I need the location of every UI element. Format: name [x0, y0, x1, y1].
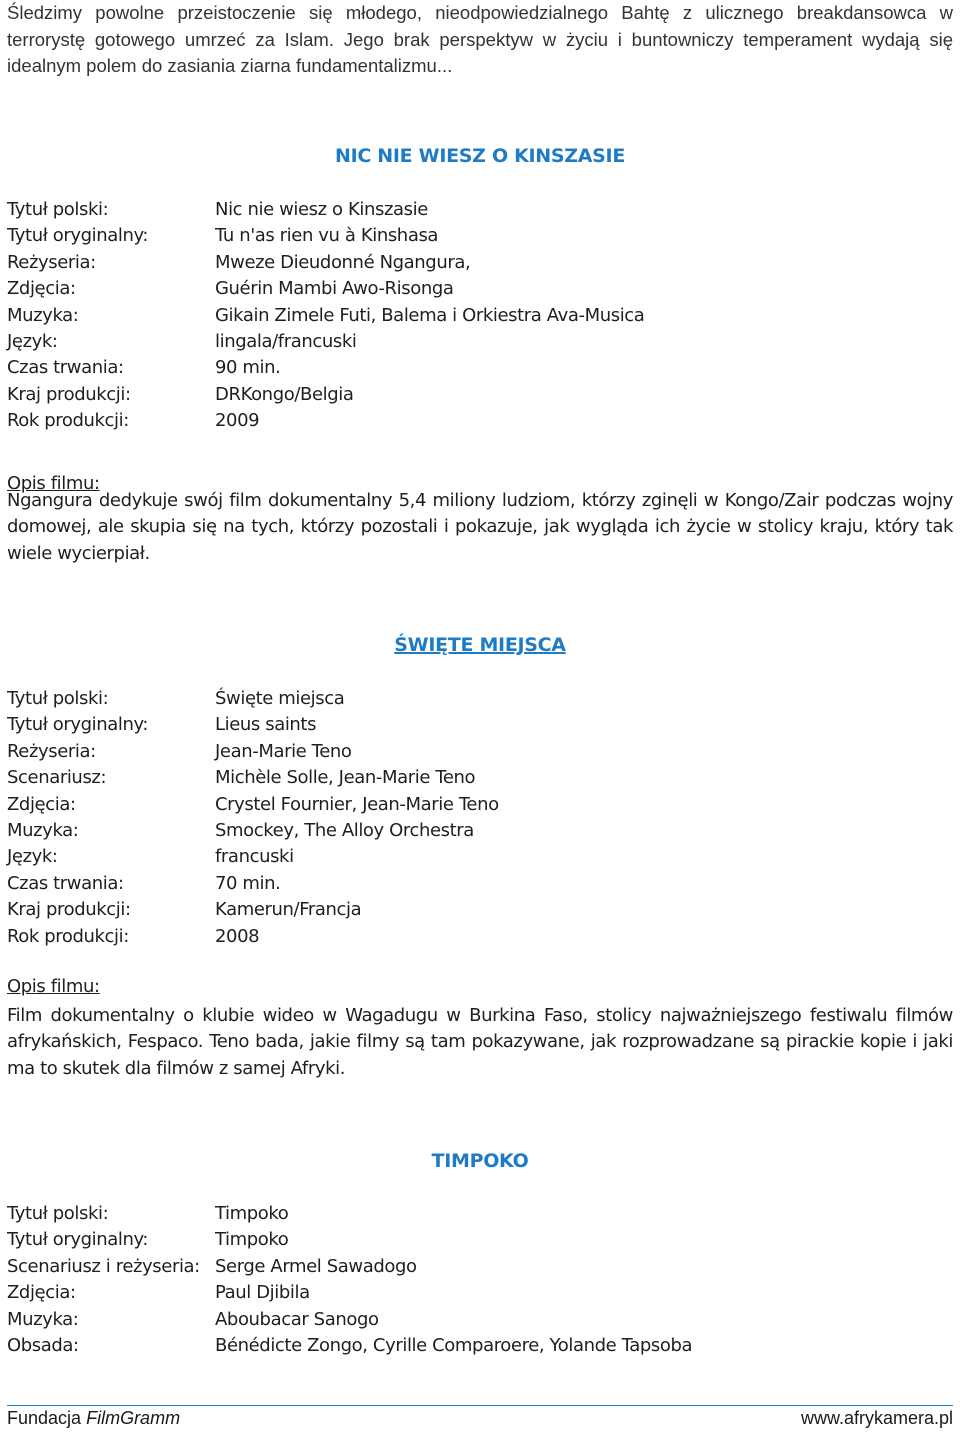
info-label: Kraj produkcji:	[7, 899, 131, 921]
film-description-swiete-miejsca: Film dokumentalny o klubie wideo w Wagadugu w Burkina Faso, stolicy najważniejszego festiwalu filmów afrykańskich, Fespaco. Teno bada, jakie filmy są tam pokazywane, jak rozprowadzane są pirackie kopie i jaki ma to skutek dla filmów z samej Afryki.	[7, 1005, 953, 1079]
info-label: Muzyka:	[7, 1308, 79, 1330]
info-label: Obsada:	[7, 1334, 79, 1356]
info-value: 2009	[215, 410, 260, 432]
info-label: Zdjęcia:	[7, 1282, 76, 1304]
info-row	[7, 1333, 953, 1359]
footer-organization	[7, 1408, 180, 1429]
info-value: Serge Armel Sawadogo	[215, 1255, 417, 1277]
info-row	[7, 276, 953, 302]
info-row	[7, 686, 953, 712]
info-value: Timpoko	[215, 1203, 289, 1224]
info-label: Rok produkcji:	[7, 410, 129, 432]
info-row	[7, 712, 953, 738]
info-value: Michèle Solle, Jean-Marie Teno	[215, 767, 476, 789]
info-value: Święte miejsca	[215, 688, 345, 709]
info-label: Muzyka:	[7, 304, 79, 326]
info-value: Bénédicte Zongo, Cyrille Comparoere, Yolande Tapsoba	[215, 1334, 693, 1356]
info-row	[7, 818, 953, 844]
info-row	[7, 329, 953, 355]
film-info-timpoko	[7, 1201, 953, 1359]
film-info-kinszasa	[7, 197, 953, 435]
info-value: DRKongo/Belgia	[215, 383, 354, 405]
info-row	[7, 792, 953, 818]
info-value: lingala/francuski	[215, 330, 357, 352]
footer-divider	[7, 1405, 953, 1406]
info-label: Tytuł oryginalny:	[7, 225, 149, 247]
info-value: Crystel Fournier, Jean-Marie Teno	[215, 793, 499, 815]
info-value: Mweze Dieudonné Ngangura,	[215, 251, 471, 273]
info-label: Czas trwania:	[7, 357, 124, 379]
info-row	[7, 924, 953, 950]
info-row	[7, 765, 953, 791]
info-label: Rok produkcji:	[7, 925, 129, 947]
info-value: Aboubacar Sanogo	[215, 1308, 379, 1330]
info-value: Kamerun/Francja	[215, 899, 362, 921]
info-label: Tytuł polski:	[7, 688, 109, 709]
info-row	[7, 1307, 953, 1333]
info-label: Reżyseria:	[7, 251, 96, 273]
info-row	[7, 1201, 953, 1227]
info-value: Nic nie wiesz o Kinszasie	[215, 199, 428, 220]
info-label: Scenariusz i reżyseria:	[7, 1255, 200, 1277]
info-value: Tu n'as rien vu à Kinshasa	[215, 225, 439, 247]
info-value: francuski	[215, 846, 294, 868]
info-row	[7, 1280, 953, 1306]
info-value: Guérin Mambi Awo-Risonga	[215, 278, 454, 300]
info-row	[7, 739, 953, 765]
info-row	[7, 1254, 953, 1280]
info-label: Scenariusz:	[7, 767, 107, 789]
description-heading: Opis filmu:	[7, 976, 100, 997]
info-label: Czas trwania:	[7, 872, 124, 894]
info-label: Zdjęcia:	[7, 793, 76, 815]
intro-paragraph: Śledzimy powolne przeistoczenie się młodego, nieodpowiedzialnego Bahtę z ulicznego breakdansowca w terrorystę gotowego umrzeć za Islam. Jego brak perspektyw w życiu i buntowniczy temperament wydają się idealnym polem do zasiania ziarna fundamentalizmu...	[7, 2, 953, 76]
info-value: Paul Djibila	[215, 1282, 310, 1304]
info-row	[7, 408, 953, 434]
info-row	[7, 303, 953, 329]
info-row	[7, 1227, 953, 1253]
info-row	[7, 382, 953, 408]
footer-org-name: FilmGramm	[86, 1408, 181, 1428]
info-value: Gikain Zimele Futi, Balema i Orkiestra Ava-Musica	[215, 304, 645, 326]
info-row	[7, 844, 953, 870]
info-value: 90 min.	[215, 357, 281, 379]
info-label: Tytuł oryginalny:	[7, 1229, 149, 1251]
info-value: Lieus saints	[215, 714, 317, 736]
info-label: Kraj produkcji:	[7, 383, 131, 405]
info-label: Tytuł polski:	[7, 1203, 109, 1224]
info-row	[7, 871, 953, 897]
info-label: Tytuł oryginalny:	[7, 714, 149, 736]
info-label: Język:	[7, 846, 58, 868]
info-label: Język:	[7, 330, 58, 352]
film-title-swiete-miejsca	[0, 634, 960, 656]
info-value: 70 min.	[215, 872, 281, 894]
film-title-kinszasa: NIC NIE WIESZ O KINSZASIE	[334, 145, 626, 167]
info-row	[7, 355, 953, 381]
info-label: Tytuł polski:	[7, 199, 109, 220]
info-row	[7, 897, 953, 923]
film-info-swiete-miejsca	[7, 686, 953, 950]
film-title-timpoko: TIMPOKO	[431, 1150, 529, 1172]
info-value: 2008	[215, 925, 260, 947]
info-value: Jean-Marie Teno	[215, 740, 352, 762]
film-title-text: ŚWIĘTE MIEJSCA	[394, 634, 566, 656]
info-row	[7, 197, 953, 223]
footer-website-link[interactable]: www.afrykamera.pl	[800, 1408, 953, 1428]
info-label: Muzyka:	[7, 819, 79, 841]
description-heading: Opis filmu:	[7, 473, 100, 494]
info-label: Reżyseria:	[7, 740, 96, 762]
info-row	[7, 223, 953, 249]
info-value: Smockey, The Alloy Orchestra	[215, 819, 474, 841]
info-value: Timpoko	[215, 1229, 289, 1251]
footer-org-prefix: Fundacja	[7, 1408, 82, 1428]
info-row	[7, 250, 953, 276]
info-label: Zdjęcia:	[7, 278, 76, 300]
film-description-kinszasa: Ngangura dedykuje swój film dokumentalny 5,4 miliony ludziom, którzy zginęli w Kongo/Zair podczas wojny domowej, ale skupia się na tych, którzy pozostali i pokazuje, jak wygląda ich życie w stolicy kraju, który tak wiele wycierpiał.	[7, 490, 953, 564]
